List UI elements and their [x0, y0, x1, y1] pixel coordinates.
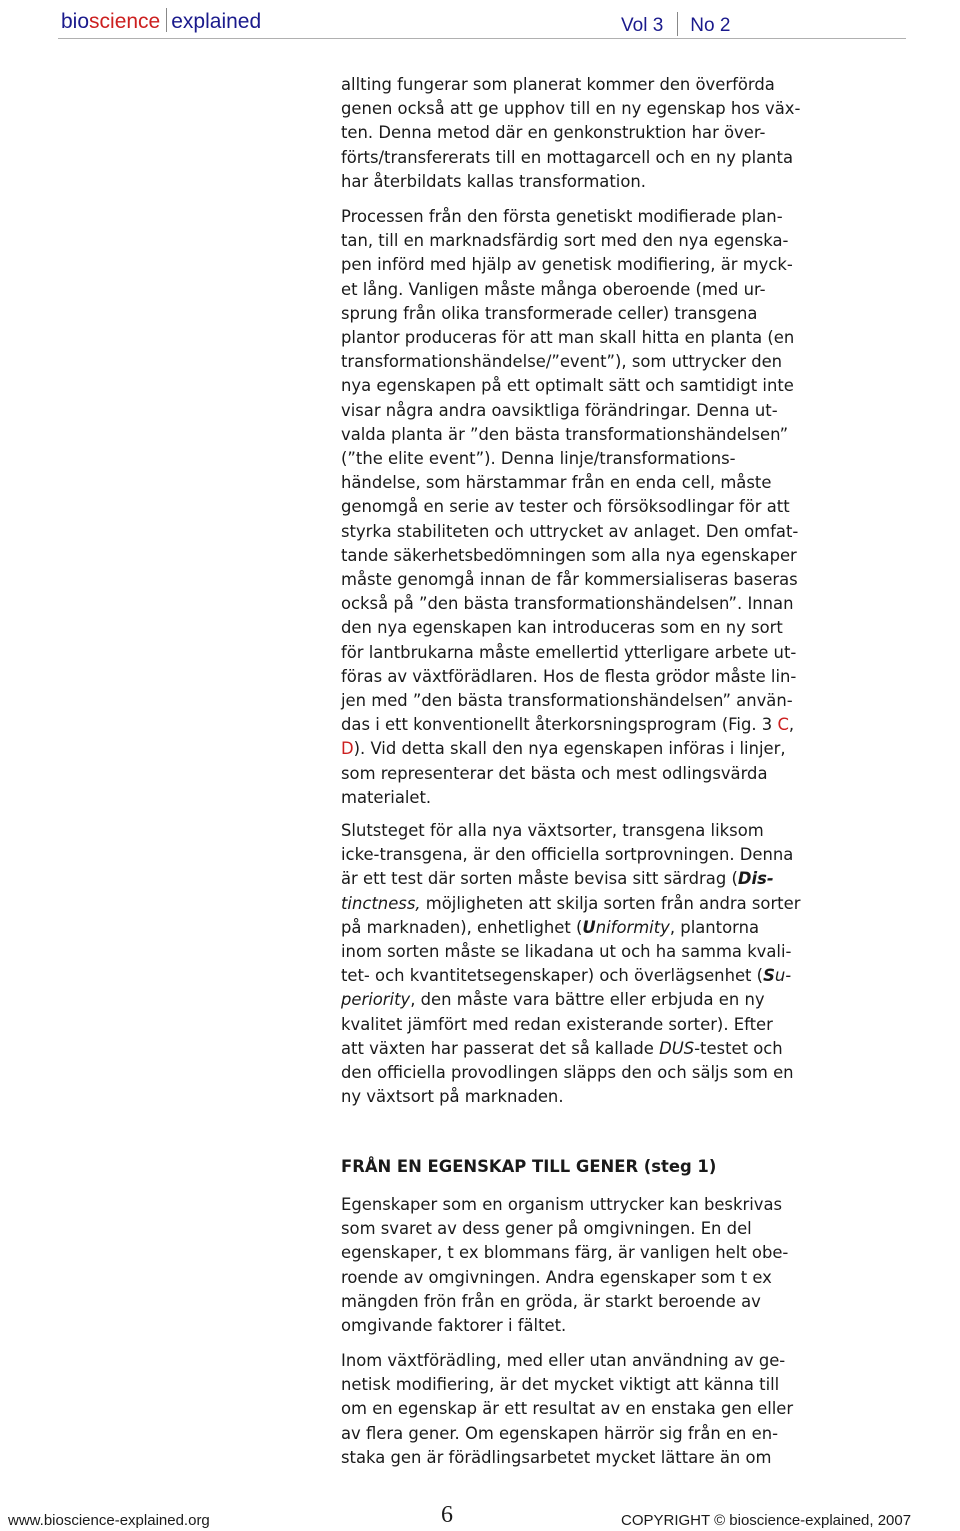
text-line: visar några andra oavsiktliga förändringar. Denna ut-	[341, 400, 778, 420]
text-line: för lantbrukarna måste emellertid ytterligare arbete ut-	[341, 642, 797, 662]
paragraph-5	[341, 1349, 911, 1470]
text-line: som representerar det bästa och mest odlingsvärda	[341, 763, 768, 783]
text-segment: är ett test där sorten måste bevisa sitt särdrag (	[341, 869, 738, 889]
logo-explained: explained	[171, 10, 262, 33]
text-line: materialet.	[341, 787, 432, 807]
text-segment: på marknaden), enhetlighet (	[341, 917, 583, 937]
text-line: roende av omgivningen. Andra egenskaper som t ex	[341, 1267, 772, 1287]
logo-science: science	[89, 10, 161, 33]
header-rule	[58, 38, 906, 39]
text-line: genen också att ge upphov till en ny egenskap hos väx-	[341, 99, 801, 119]
text-line: Inom växtförädling, med eller utan användning av ge-	[341, 1351, 786, 1370]
text-line: av flera gener. Om egenskapen härrör sig från en en-	[341, 1423, 779, 1443]
text-line: den officiella provodlingen släpps den och säljs som en	[341, 1063, 794, 1083]
paragraph-4	[341, 1193, 911, 1338]
text-line	[341, 988, 911, 1012]
text-line	[341, 916, 911, 940]
text-line-figure-ref	[341, 713, 911, 737]
paragraph-1	[341, 73, 911, 194]
page-header	[0, 0, 960, 40]
text-line: Egenskaper som en organism uttrycker kan beskrivas	[341, 1195, 783, 1214]
text-line: et lång. Vanligen måste många oberoende (med ur-	[341, 279, 766, 299]
figure-ref-c: C	[777, 715, 789, 735]
text-segment: möjligheten att skilja sorten från andra sorter	[420, 893, 801, 913]
text-line: också på ”den bästa transformationshändelsen”. Innan	[341, 594, 794, 614]
text-line: Processen från den första genetiskt modifierade plan-	[341, 207, 783, 226]
text-line: egenskaper, t ex blommans färg, är vanligen helt obe-	[341, 1243, 789, 1263]
footer-url[interactable]: www.bioscience-explained.org	[8, 1512, 210, 1529]
text-line: staka gen är förädlingsarbetet mycket lättare än om	[341, 1447, 772, 1467]
section-heading: FRÅN EN EGENSKAP TILL GENER (steg 1)	[341, 1157, 717, 1176]
text-segment: , plantorna	[669, 917, 760, 937]
text-line: händelse, som härstammar från en enda cell, måste	[341, 473, 772, 493]
footer-copyright: COPYRIGHT © bioscience-explained, 2007	[621, 1512, 912, 1529]
text-line: transformationshändelse/”event”), som uttrycker den	[341, 352, 783, 372]
text-line: tan, till en marknadsfärdig sort med den nya egenska-	[341, 231, 789, 251]
text-line: (”the elite event”). Denna linje/transformations-	[341, 449, 736, 469]
text-line: tande säkerhetsbedömningen som alla nya egenskaper	[341, 545, 797, 565]
text-segment: ). Vid detta skall den nya egenskapen införas i linjer,	[353, 739, 786, 759]
emphasis-tinctness: tinctness,	[341, 893, 421, 913]
figure-ref-d: D	[341, 739, 354, 759]
text-line: måste genomgå innan de får kommersialiseras baseras	[341, 570, 798, 590]
page-number: 6	[441, 1502, 453, 1528]
text-segment: ,	[788, 715, 795, 735]
text-segment: att växten har passerat det så kallade	[341, 1038, 660, 1058]
text-line: inom sorten måste se likadana ut och ha samma kvali-	[341, 942, 792, 962]
logo-bio: bio	[61, 10, 90, 33]
emphasis-niformity: niformity	[595, 917, 670, 937]
text-line: som svaret av dess gener på omgivningen. En del	[341, 1219, 752, 1239]
issue-info	[621, 12, 730, 37]
text-line	[341, 867, 911, 891]
text-line: sprung från olika transformerade celler) transgena	[341, 303, 758, 323]
text-line: kvalitet jämfört med redan existerande sorter). Efter	[341, 1014, 773, 1034]
text-line: jen med ”den bästa transformationshändelsen” använ-	[341, 691, 793, 711]
text-line	[341, 1037, 911, 1061]
text-line-figure-ref	[341, 737, 911, 761]
text-line: Slutsteget för alla nya växtsorter, transgena liksom	[341, 821, 764, 840]
paragraph-2	[341, 205, 911, 810]
emphasis-periority: periority	[341, 990, 411, 1010]
text-line: valda planta är ”den bästa transformationshändelsen”	[341, 424, 789, 444]
text-segment: das i ett konventionellt återkorsningsprogram (Fig. 3	[341, 715, 778, 735]
text-line: omgivande faktorer i fältet.	[341, 1316, 567, 1336]
text-line: pen införd med hjälp av genetisk modifiering, är myck-	[341, 255, 793, 275]
volume-label: Vol 3	[621, 15, 664, 36]
text-line: ny växtsort på marknaden.	[341, 1087, 564, 1107]
text-segment: -testet och	[694, 1038, 783, 1058]
text-line: nya egenskapen på ett optimalt sätt och samtidigt inte	[341, 376, 794, 396]
text-line: den nya egenskapen kan introduceras som en ny sort	[341, 618, 783, 638]
paragraph-3	[341, 819, 911, 1109]
text-line: förts/transfererats till en mottagarcell och en ny planta	[341, 147, 794, 167]
issue-divider	[677, 12, 678, 36]
journal-logo	[61, 8, 261, 34]
emphasis-u-hyphen: u-	[774, 966, 792, 986]
emphasis-dis: Dis-	[737, 869, 774, 889]
text-line	[341, 964, 911, 988]
text-line: genomgå en serie av tester och försöksodlingar för att	[341, 497, 790, 517]
text-line: om en egenskap är ett resultat av en enstaka gen eller	[341, 1399, 794, 1419]
text-line: mängden frön från en gröda, är starkt beroende av	[341, 1291, 761, 1311]
text-line: har återbildats kallas transformation.	[341, 171, 646, 191]
text-line: ten. Denna metod där en genkonstruktion har över-	[341, 123, 766, 143]
text-line: plantor produceras för att man skall hitta en planta (en	[341, 328, 795, 348]
text-line: netisk modifiering, är det mycket viktigt att känna till	[341, 1375, 780, 1395]
text-line: föras av växtförädlaren. Hos de flesta grödor måste lin-	[341, 666, 797, 686]
text-segment: tet- och kvantitetsegenskaper) och överlägsenhet (	[341, 966, 764, 986]
text-line	[341, 892, 911, 916]
text-segment: , den måste vara bättre eller erbjuda en ny	[410, 990, 765, 1010]
emphasis-s: S	[763, 966, 775, 986]
text-line: icke-transgena, är den officiella sortprovningen. Denna	[341, 845, 794, 865]
emphasis-dus: DUS	[659, 1038, 695, 1058]
text-line: styrka stabiliteten och uttrycket av anlaget. Den omfat-	[341, 521, 799, 541]
number-label: No 2	[690, 15, 731, 36]
emphasis-u: U	[582, 917, 596, 937]
text-line: allting fungerar som planerat kommer den överförda	[341, 75, 775, 94]
page-footer	[0, 1500, 960, 1531]
logo-divider	[166, 8, 167, 32]
